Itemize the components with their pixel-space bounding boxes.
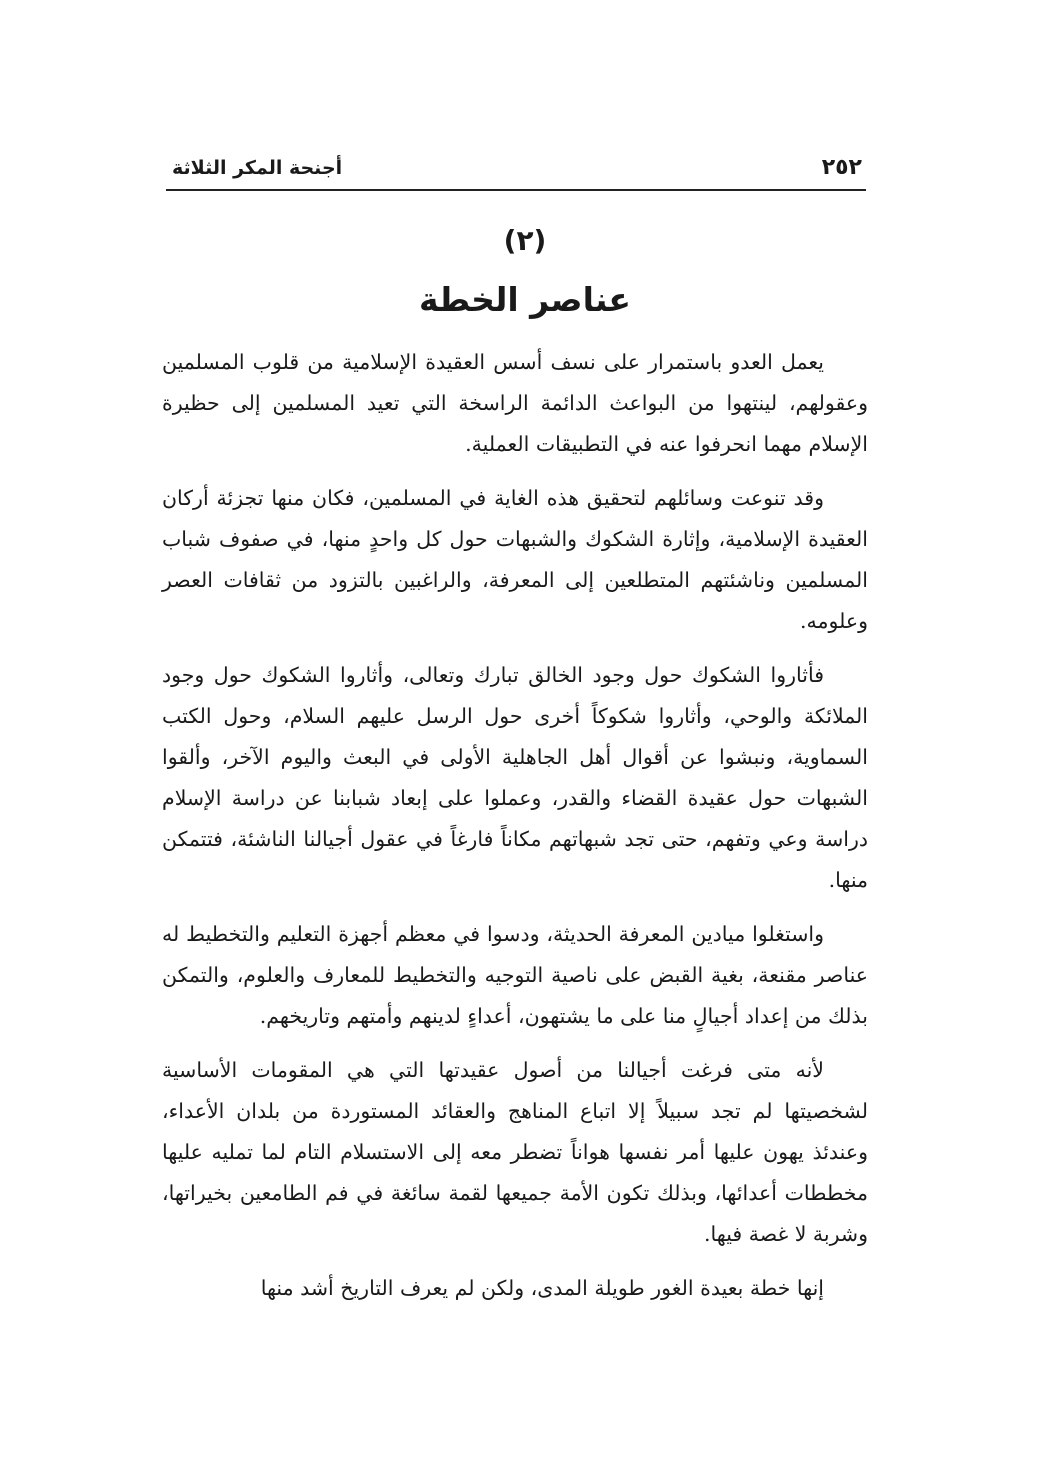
header-rule xyxy=(166,189,866,191)
body-text xyxy=(162,342,868,1322)
section-number: (٢) xyxy=(503,224,547,257)
page-number: ٢٥٢ xyxy=(821,155,862,180)
paragraph: لأنه متى فرغت أجيالنا من أصول عقيدتها التي هي المقومات الأساسية لشخصيتها لم تجد سبيلاً إلا اتباع المناهج والعقائد المستوردة من بلدان الأعداء، وعندئذ يهون عليها أمر نفسها هواناً تضطر معه إلى الاستسلام التام لما تمليه عليها مخططات أعدائها، وبذلك تكون الأمة جميعها لقمة سائغة في فم الطامعين بخيراتها، وشربة لا غصة فيها. xyxy=(162,1058,868,1246)
paragraph: فأثاروا الشكوك حول وجود الخالق تبارك وتعالى، وأثاروا الشكوك حول وجود الملائكة والوحي، وأثاروا شكوكاً أخرى حول الرسل عليهم السلام، وحول الكتب السماوية، ونبشوا عن أقوال أهل الجاهلية الأولى في البعث واليوم الآخر، وألقوا الشبهات حول عقيدة القضاء والقدر، وعملوا على إبعاد شبابنا عن دراسة الإسلام دراسة وعي وتفهم، حتى تجد شبهاتهم مكاناً فارغاً في عقول أجيالنا الناشئة، فتتمكن منها. xyxy=(162,663,868,892)
paragraph: واستغلوا ميادين المعرفة الحديثة، ودسوا في معظم أجهزة التعليم والتخطيط له عناصر مقنعة، بغية القبض على ناصية التوجيه والتخطيط للمعارف والعلوم، والتمكن بذلك من إعداد أجيالٍ منا على ما يشتهون، أعداءٍ لدينهم وأمتهم وتاريخهم. xyxy=(162,922,868,1028)
section-title: عناصر الخطة xyxy=(419,280,631,319)
running-title: أجنحة المكر الثلاثة xyxy=(172,157,343,179)
running-header xyxy=(168,155,866,187)
paragraph: إنها خطة بعيدة الغور طويلة المدى، ولكن لم يعرف التاريخ أشد منها xyxy=(260,1276,824,1300)
paragraph: وقد تنوعت وسائلهم لتحقيق هذه الغاية في المسلمين، فكان منها تجزئة أركان العقيدة الإسلامية، وإثارة الشكوك والشبهات حول كل واحدٍ منها، في صفوف شباب المسلمين وناشئتهم المتطلعين إلى المعرفة، والراغبين بالتزود من ثقافات العصر وعلومه. xyxy=(162,486,868,633)
paragraph: يعمل العدو باستمرار على نسف أسس العقيدة الإسلامية من قلوب المسلمين وعقولهم، لينتهوا من البواعث الدائمة الراسخة التي تعيد المسلمين إلى حظيرة الإسلام مهما انحرفوا عنه في التطبيقات العملية. xyxy=(162,350,868,456)
